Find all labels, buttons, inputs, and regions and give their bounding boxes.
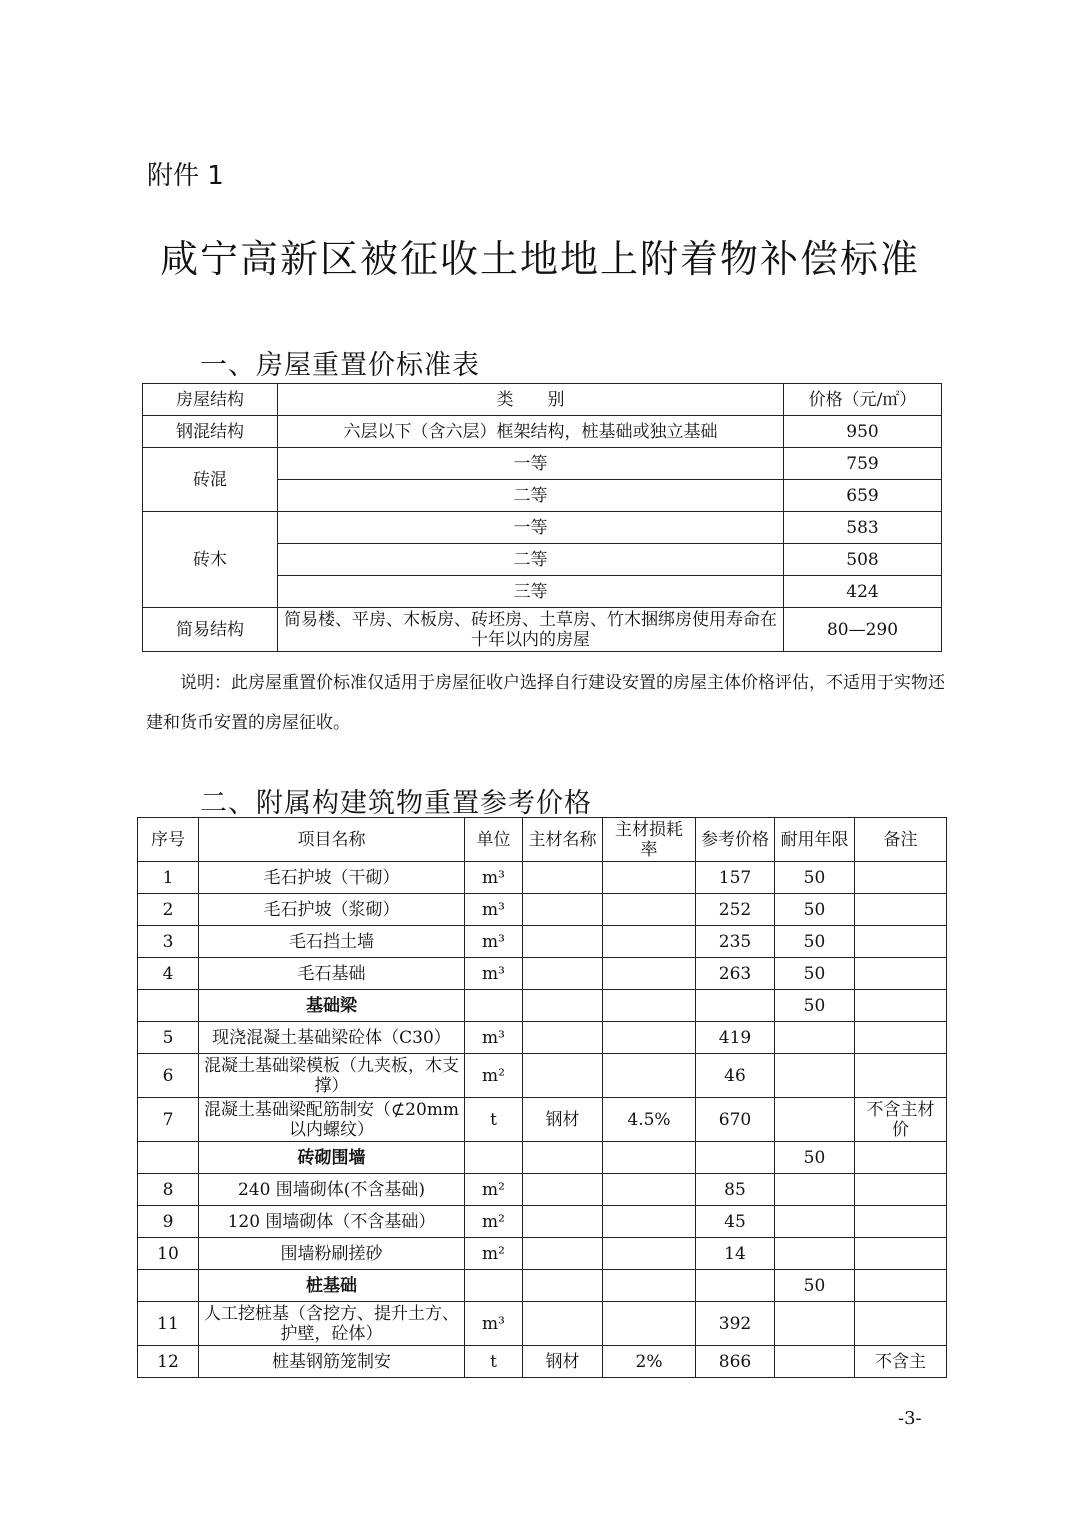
category-cell: 一等 [278, 512, 784, 544]
category-cell: 一等 [278, 448, 784, 480]
structure-cell: 简易结构 [143, 608, 278, 652]
table-row [138, 1206, 947, 1238]
table-row [138, 1098, 947, 1142]
price-cell [696, 1142, 775, 1174]
structure-cell: 砖木 [143, 512, 278, 608]
no-cell [138, 1270, 199, 1302]
remark-cell [855, 1238, 947, 1270]
no-cell: 4 [138, 958, 199, 990]
name-cell: 120 围墙砌体（不含基础） [199, 1206, 465, 1238]
unit-cell: m³ [465, 862, 523, 894]
life-cell: 50 [775, 1270, 855, 1302]
loss-cell [603, 958, 696, 990]
remark-cell [855, 1174, 947, 1206]
ancillary-price-table [137, 817, 947, 1378]
life-cell [775, 1174, 855, 1206]
material-cell: 钢材 [523, 1098, 603, 1142]
price-cell: 392 [696, 1302, 775, 1346]
no-cell: 2 [138, 894, 199, 926]
table-row [138, 862, 947, 894]
life-cell [775, 1346, 855, 1378]
table-row [138, 958, 947, 990]
price-cell [696, 990, 775, 1022]
group-row [138, 990, 947, 1022]
remark-cell [855, 1022, 947, 1054]
price-cell: 424 [784, 576, 942, 608]
column-header: 单位 [465, 818, 523, 862]
remark-cell [855, 894, 947, 926]
table-row [143, 608, 942, 652]
table-row [138, 1302, 947, 1346]
life-cell: 50 [775, 958, 855, 990]
price-cell: 235 [696, 926, 775, 958]
material-cell [523, 990, 603, 1022]
price-cell: 419 [696, 1022, 775, 1054]
remark-cell [855, 1206, 947, 1238]
no-cell: 3 [138, 926, 199, 958]
group-row [138, 1142, 947, 1174]
loss-cell: 2% [603, 1346, 696, 1378]
name-cell: 围墙粉刷搓砂 [199, 1238, 465, 1270]
unit-cell [465, 1270, 523, 1302]
name-cell: 毛石护坡（浆砌） [199, 894, 465, 926]
no-cell: 1 [138, 862, 199, 894]
price-cell: 252 [696, 894, 775, 926]
life-cell [775, 1098, 855, 1142]
table-row [138, 1238, 947, 1270]
price-cell: 85 [696, 1174, 775, 1206]
category-cell: 二等 [278, 544, 784, 576]
no-cell: 9 [138, 1206, 199, 1238]
loss-cell [603, 990, 696, 1022]
price-cell: 670 [696, 1098, 775, 1142]
column-header: 耐用年限 [775, 818, 855, 862]
unit-cell [465, 990, 523, 1022]
loss-cell [603, 862, 696, 894]
category-cell: 三等 [278, 576, 784, 608]
price-cell: 46 [696, 1054, 775, 1098]
material-cell [523, 1270, 603, 1302]
column-header: 项目名称 [199, 818, 465, 862]
material-cell [523, 894, 603, 926]
no-cell: 7 [138, 1098, 199, 1142]
loss-cell [603, 1054, 696, 1098]
attachment-label: 附件 1 [147, 161, 224, 191]
price-cell: 508 [784, 544, 942, 576]
name-cell: 毛石挡土墙 [199, 926, 465, 958]
loss-cell [603, 1206, 696, 1238]
remark-cell [855, 1142, 947, 1174]
remark-cell: 不含主材价 [855, 1098, 947, 1142]
no-cell: 11 [138, 1302, 199, 1346]
table-row [138, 1346, 947, 1378]
table-row [138, 1022, 947, 1054]
structure-cell: 钢混结构 [143, 416, 278, 448]
life-cell [775, 1238, 855, 1270]
category-cell: 二等 [278, 480, 784, 512]
life-cell [775, 1206, 855, 1238]
category-cell: 简易楼、平房、木板房、砖坯房、土草房、竹木捆绑房使用寿命在十年以内的房屋 [278, 608, 784, 652]
no-cell: 6 [138, 1054, 199, 1098]
loss-cell [603, 926, 696, 958]
unit-cell: t [465, 1346, 523, 1378]
price-cell: 157 [696, 862, 775, 894]
remark-cell [855, 1302, 947, 1346]
name-cell: 基础梁 [199, 990, 465, 1022]
loss-cell [603, 1022, 696, 1054]
unit-cell: m² [465, 1054, 523, 1098]
life-cell [775, 1022, 855, 1054]
category-cell: 六层以下（含六层）框架结构，桩基础或独立基础 [278, 416, 784, 448]
loss-cell [603, 1142, 696, 1174]
name-cell: 人工挖桩基（含挖方、提升土方、护壁，砼体） [199, 1302, 465, 1346]
name-cell: 240 围墙砌体(不含基础) [199, 1174, 465, 1206]
price-cell: 950 [784, 416, 942, 448]
name-cell: 毛石护坡（干砌） [199, 862, 465, 894]
material-cell [523, 862, 603, 894]
section2-heading: 二、附属构建筑物重置参考价格 [200, 788, 592, 819]
name-cell: 桩基钢筋笼制安 [199, 1346, 465, 1378]
unit-cell: m³ [465, 1022, 523, 1054]
material-cell [523, 1302, 603, 1346]
price-cell: 263 [696, 958, 775, 990]
material-cell [523, 1206, 603, 1238]
structure-cell: 砖混 [143, 448, 278, 512]
unit-cell: m³ [465, 958, 523, 990]
page-number: -3- [898, 1408, 922, 1429]
unit-cell: t [465, 1098, 523, 1142]
material-cell [523, 1238, 603, 1270]
remark-cell [855, 926, 947, 958]
table-row [138, 894, 947, 926]
no-cell [138, 990, 199, 1022]
remark-cell [855, 958, 947, 990]
column-header: 房屋结构 [143, 384, 278, 416]
column-header: 主材损耗率 [603, 818, 696, 862]
remark-cell [855, 1270, 947, 1302]
life-cell [775, 1302, 855, 1346]
remark-cell [855, 1054, 947, 1098]
table-row [138, 926, 947, 958]
table-row [138, 1054, 947, 1098]
column-header: 类 别 [278, 384, 784, 416]
life-cell [775, 1054, 855, 1098]
table-row [143, 448, 942, 480]
no-cell: 12 [138, 1346, 199, 1378]
table-row [138, 1174, 947, 1206]
column-header: 主材名称 [523, 818, 603, 862]
section1-heading: 一、房屋重置价标准表 [200, 350, 480, 381]
loss-cell [603, 1238, 696, 1270]
life-cell: 50 [775, 1142, 855, 1174]
price-cell: 583 [784, 512, 942, 544]
price-cell: 759 [784, 448, 942, 480]
material-cell [523, 1054, 603, 1098]
table-header-row [138, 818, 947, 862]
column-header: 价格（元/㎡） [784, 384, 942, 416]
name-cell: 混凝土基础梁配筋制安（⊄20mm以内螺纹） [199, 1098, 465, 1142]
material-cell [523, 1142, 603, 1174]
loss-cell [603, 1270, 696, 1302]
loss-cell [603, 894, 696, 926]
housing-price-table [142, 383, 942, 652]
life-cell: 50 [775, 862, 855, 894]
no-cell [138, 1142, 199, 1174]
material-cell [523, 958, 603, 990]
group-row [138, 1270, 947, 1302]
document-title: 咸宁高新区被征收土地地上附着物补偿标准 [159, 237, 920, 281]
no-cell: 5 [138, 1022, 199, 1054]
table-note: 说明：此房屋重置价标准仅适用于房屋征收户选择自行建设安置的房屋主体价格评估，不适用于实物还建和货币安置的房屋征收。 [146, 673, 945, 733]
material-cell [523, 1022, 603, 1054]
remark-cell: 不含主 [855, 1346, 947, 1378]
column-header: 参考价格 [696, 818, 775, 862]
material-cell: 钢材 [523, 1346, 603, 1378]
no-cell: 8 [138, 1174, 199, 1206]
unit-cell: m² [465, 1238, 523, 1270]
name-cell: 现浇混凝土基础梁砼体（C30） [199, 1022, 465, 1054]
price-cell: 14 [696, 1238, 775, 1270]
life-cell: 50 [775, 926, 855, 958]
remark-cell [855, 862, 947, 894]
name-cell: 混凝土基础梁模板（九夹板，木支撑） [199, 1054, 465, 1098]
unit-cell: m² [465, 1174, 523, 1206]
unit-cell: m³ [465, 926, 523, 958]
material-cell [523, 1174, 603, 1206]
material-cell [523, 926, 603, 958]
unit-cell [465, 1142, 523, 1174]
price-cell: 866 [696, 1346, 775, 1378]
remark-cell [855, 990, 947, 1022]
life-cell: 50 [775, 990, 855, 1022]
name-cell: 毛石基础 [199, 958, 465, 990]
price-cell: 45 [696, 1206, 775, 1238]
price-cell: 80—290 [784, 608, 942, 652]
no-cell: 10 [138, 1238, 199, 1270]
column-header: 备注 [855, 818, 947, 862]
life-cell: 50 [775, 894, 855, 926]
name-cell: 桩基础 [199, 1270, 465, 1302]
table-row [143, 416, 942, 448]
name-cell: 砖砌围墙 [199, 1142, 465, 1174]
column-header: 序号 [138, 818, 199, 862]
unit-cell: m³ [465, 894, 523, 926]
price-cell [696, 1270, 775, 1302]
price-cell: 659 [784, 480, 942, 512]
table-row [143, 512, 942, 544]
loss-cell [603, 1174, 696, 1206]
loss-cell [603, 1302, 696, 1346]
unit-cell: m² [465, 1206, 523, 1238]
unit-cell: m³ [465, 1302, 523, 1346]
loss-cell: 4.5% [603, 1098, 696, 1142]
table-header-row [143, 384, 942, 416]
